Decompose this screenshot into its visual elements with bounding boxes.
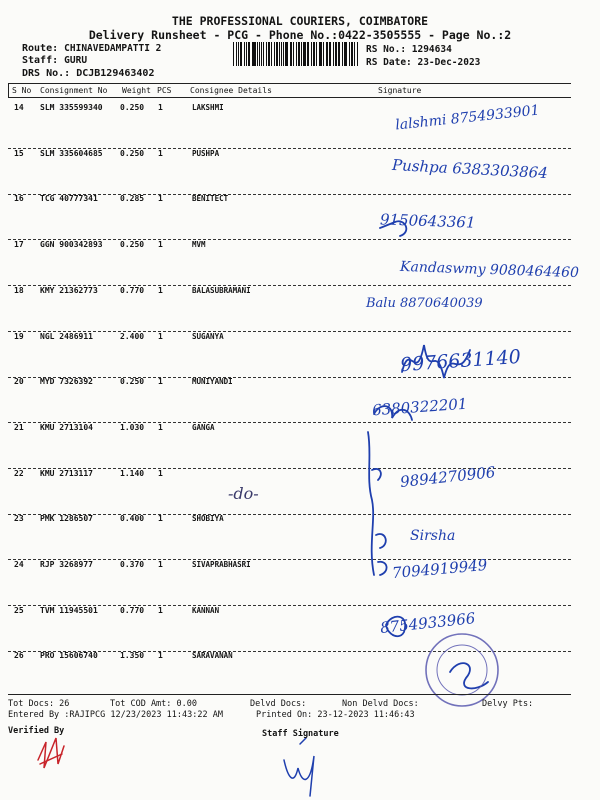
row-sno: 22 bbox=[14, 468, 24, 478]
scribble-25 bbox=[386, 617, 405, 637]
rs-date: RS Date: 23-Dec-2023 bbox=[366, 57, 481, 68]
row-pcs: 1 bbox=[158, 514, 163, 524]
row-consignee: SHOBIYA bbox=[192, 514, 224, 524]
col-consignment: Consignment No bbox=[40, 86, 108, 95]
ditto-tick-21 bbox=[372, 469, 381, 480]
row-weight: 0.370 bbox=[120, 560, 145, 569]
row-consignment-no: RJP 3268977 bbox=[40, 560, 93, 569]
row-consignment-no: MYD 7326392 bbox=[40, 377, 93, 387]
verifier-mark bbox=[38, 738, 64, 768]
company-title: THE PROFESSIONAL COURIERS, COIMBATORE bbox=[171, 14, 429, 28]
row-consignee: PUSHPA bbox=[192, 148, 220, 158]
row-pcs: 1 bbox=[158, 103, 163, 112]
row-sno: 19 bbox=[14, 331, 24, 341]
row-sno: 14 bbox=[14, 103, 24, 112]
signature-25: 8754933966 bbox=[379, 609, 477, 637]
row-pcs: 1 bbox=[158, 651, 163, 661]
staff-value: GURU bbox=[64, 55, 88, 66]
row-sno: 16 bbox=[14, 194, 24, 204]
row-consignee: LAKSHMI bbox=[192, 103, 224, 112]
row-consignment-no: SLM 335599340 bbox=[40, 103, 103, 112]
signature-16: 9150643361 bbox=[379, 210, 476, 232]
signature-15: Pushpa 6383303864 bbox=[391, 155, 549, 183]
row-consignee: BENITECT bbox=[192, 194, 229, 204]
row-consignment-no: GGN 900342893 bbox=[40, 240, 103, 250]
row-weight: 2.400 bbox=[120, 331, 145, 341]
scribble-20 bbox=[374, 406, 412, 420]
row-sno: 26 bbox=[14, 651, 24, 661]
row-pcs: 1 bbox=[158, 468, 163, 478]
row-pcs: 1 bbox=[158, 285, 163, 295]
row-consignee: SARAVANAN bbox=[192, 651, 233, 661]
row-pcs: 1 bbox=[158, 194, 163, 204]
row-consignee: MVM bbox=[192, 240, 206, 250]
row-weight: 0.250 bbox=[120, 148, 145, 158]
staff-sign-mark bbox=[284, 738, 314, 796]
row-sno: 18 bbox=[14, 285, 24, 295]
row-weight: 1.030 bbox=[120, 422, 145, 432]
row-weight: 0.250 bbox=[120, 240, 145, 250]
signature-14: lalshmi 8754933901 bbox=[394, 102, 541, 134]
row-pcs: 1 bbox=[158, 240, 163, 250]
ditto-mark: -do- bbox=[228, 484, 259, 503]
col-pcs: PCS bbox=[157, 86, 172, 95]
total-cod-amount: Tot COD Amt: 0.00 bbox=[110, 699, 197, 709]
rs-number: RS No.: 1294634 bbox=[366, 44, 452, 55]
row-consignee: MUNIYANDI bbox=[192, 377, 233, 387]
scribble-19 bbox=[402, 345, 470, 378]
route-value: CHINAVEDAMPATTI 2 bbox=[64, 43, 162, 54]
staff-label: Staff: bbox=[22, 55, 59, 66]
scribble-16 bbox=[380, 221, 406, 236]
delivery-points: Delvy Pts: bbox=[482, 699, 534, 709]
col-weight: Weight bbox=[122, 86, 151, 95]
row-weight: 0.285 bbox=[120, 194, 145, 204]
row-sno: 25 bbox=[14, 605, 24, 615]
row-consignee: GANGA bbox=[192, 422, 215, 432]
col-consignee: Consignee Details bbox=[190, 86, 272, 95]
drs-value: DCJB129463402 bbox=[76, 68, 155, 79]
row-consignment-no: PRO 15606740 bbox=[40, 651, 98, 661]
row-weight: 1.350 bbox=[120, 651, 145, 661]
row-weight: 0.770 bbox=[120, 605, 145, 615]
row-consignee: SUGANYA bbox=[192, 331, 224, 341]
row-sno: 17 bbox=[14, 240, 24, 250]
row-consignment-no: KMU 2713104 bbox=[40, 422, 93, 432]
row-pcs: 1 bbox=[158, 605, 163, 615]
row-pcs: 1 bbox=[158, 331, 163, 341]
entered-by: Entered By :RAJIPCG 12/23/2023 11:43:22 AM bbox=[8, 710, 223, 720]
total-docs: Tot Docs: 26 bbox=[8, 699, 70, 709]
signature-18: Balu 8870640039 bbox=[366, 296, 483, 311]
row-consignment-no: TVM 11945501 bbox=[40, 605, 98, 615]
row-consignment-no: KMU 2713117 bbox=[40, 468, 93, 478]
ditto-stroke-21 bbox=[368, 432, 374, 575]
row-pcs: 1 bbox=[158, 422, 163, 432]
route-label: Route: bbox=[22, 43, 59, 54]
row-sno: 20 bbox=[14, 377, 24, 387]
signature-24: 7094919949 bbox=[391, 555, 489, 583]
office-stamp bbox=[426, 634, 498, 706]
row-weight: 0.250 bbox=[120, 377, 145, 387]
verified-by-label: Verified By bbox=[8, 726, 65, 736]
row-consignee: BALASUBRAMANI bbox=[192, 285, 251, 295]
row-consignment-no: KMY 21362773 bbox=[40, 285, 98, 295]
col-signature: Signature bbox=[378, 86, 422, 95]
row-consignee: SIVAPRABHASRI bbox=[192, 560, 251, 569]
row-consignee: KANNAN bbox=[192, 605, 220, 615]
drs-label: DRS No.: bbox=[22, 68, 71, 79]
signature-20: 6380322201 bbox=[371, 394, 468, 420]
ditto-tick-23 bbox=[376, 534, 386, 548]
signature-17: Kandaswmy 9080464460 bbox=[399, 258, 580, 282]
row-pcs: 1 bbox=[158, 148, 163, 158]
row-weight: 1.140 bbox=[120, 468, 145, 478]
row-consignment-no: TCG 40777341 bbox=[40, 194, 98, 204]
row-consignment-no: NGL 2486911 bbox=[40, 331, 93, 341]
delivered-docs: Delvd Docs: bbox=[250, 699, 307, 709]
printed-on: Printed On: 23-12-2023 11:46:43 bbox=[256, 710, 415, 720]
footer-rule bbox=[8, 694, 571, 695]
row-sno: 21 bbox=[14, 422, 24, 432]
signature-19: 9976631140 bbox=[399, 345, 522, 377]
row-sno: 15 bbox=[14, 148, 24, 158]
col-sno: S No bbox=[12, 86, 32, 95]
row-pcs: 1 bbox=[158, 377, 163, 387]
row-sno: 24 bbox=[14, 560, 24, 569]
staff-signature-label: Staff Signature bbox=[262, 729, 339, 739]
signature-22: 9894270906 bbox=[399, 463, 497, 491]
row-consignment-no: SLM 335604685 bbox=[40, 148, 103, 158]
ditto-tick-24 bbox=[378, 562, 387, 575]
non-delivered-docs: Non Delvd Docs: bbox=[342, 699, 419, 709]
row-weight: 0.250 bbox=[120, 103, 145, 112]
row-weight: 0.770 bbox=[120, 285, 145, 295]
signature-23: Sirsha bbox=[410, 528, 456, 544]
runsheet-subtitle: Delivery Runsheet - PCG - Phone No.:0422-3505555 - Page No.:2 bbox=[88, 28, 512, 42]
row-weight: 0.400 bbox=[120, 514, 145, 524]
row-pcs: 1 bbox=[158, 560, 163, 569]
row-consignment-no: PMK 1286507 bbox=[40, 514, 93, 524]
row-sno: 23 bbox=[14, 514, 24, 524]
